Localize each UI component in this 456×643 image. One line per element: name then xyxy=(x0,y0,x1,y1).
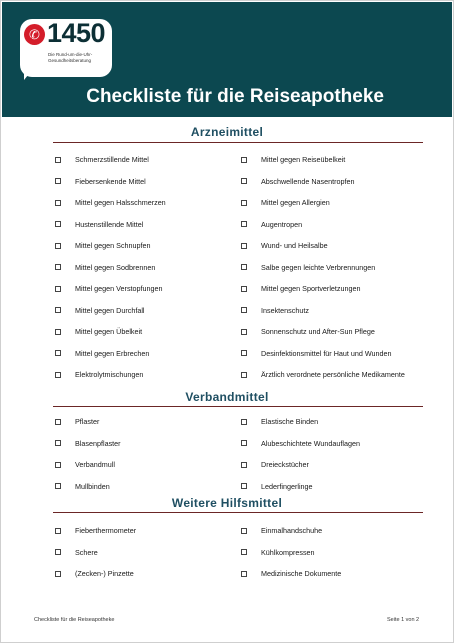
checklist-item-label: Dreieckstücher xyxy=(261,460,309,470)
checklist-item-label: Salbe gegen leichte Verbrennungen xyxy=(261,262,376,272)
checklist-item-label: Hustenstillende Mittel xyxy=(75,219,144,229)
checklist-item-label: Mittel gegen Schnupfen xyxy=(75,241,151,250)
checkbox[interactable] xyxy=(55,221,61,227)
checkbox[interactable] xyxy=(241,483,247,489)
checklist-item-label: Mittel gegen Halsschmerzen xyxy=(75,198,166,207)
section-heading: Arzneimittel xyxy=(190,125,264,139)
checklist-item-label: Einmalhandschuhe xyxy=(261,526,323,535)
checkbox[interactable] xyxy=(241,286,247,292)
checkbox[interactable] xyxy=(241,157,247,163)
checklist-item-label: Mittel gegen Sportverletzungen xyxy=(261,284,361,293)
checklist-item-label: Sonnenschutz und After-Sun Pflege xyxy=(261,327,375,336)
checkbox[interactable] xyxy=(241,350,247,356)
footer-page-number: Seite 1 von 2 xyxy=(387,617,420,623)
checkbox[interactable] xyxy=(241,307,247,313)
footer-title: Checkliste für die Reiseapotheke xyxy=(34,617,115,623)
logo-speech-tail xyxy=(24,70,38,80)
checklist-item-label: Kühlkompressen xyxy=(261,547,315,557)
checkbox[interactable] xyxy=(55,462,61,468)
checklist-item-label: Mittel gegen Durchfall xyxy=(75,305,145,315)
checklist-item-label: Schmerzstillende Mittel xyxy=(75,155,149,164)
section-divider xyxy=(53,142,423,143)
checklist-item-label: Elastische Binden xyxy=(261,417,319,426)
checklist-item-label: Pflaster xyxy=(75,417,100,426)
checklist-item-label: Blasenpflaster xyxy=(75,438,121,448)
checkbox[interactable] xyxy=(55,372,61,378)
section-divider xyxy=(53,512,423,513)
phone-icon: ✆ xyxy=(24,24,45,45)
checkbox[interactable] xyxy=(241,419,247,425)
checkbox[interactable] xyxy=(55,350,61,356)
checkbox[interactable] xyxy=(55,440,61,446)
header-banner xyxy=(2,2,452,117)
checkbox[interactable] xyxy=(55,329,61,335)
page-title: Checkliste für die Reiseapotheke xyxy=(86,86,384,107)
checkbox[interactable] xyxy=(55,200,61,206)
checklist-item-label: Verbandmull xyxy=(75,460,115,470)
checkbox[interactable] xyxy=(55,419,61,425)
checklist-item-label: Lederfingerlinge xyxy=(261,481,313,491)
logo-number: 1450 xyxy=(47,18,106,48)
section-heading: Weitere Hilfsmittel xyxy=(171,496,283,510)
checkbox[interactable] xyxy=(241,200,247,206)
checkbox[interactable] xyxy=(241,372,247,378)
checkbox[interactable] xyxy=(55,307,61,313)
checkbox[interactable] xyxy=(241,178,247,184)
checklist-item-label: Wund- und Heilsalbe xyxy=(261,241,328,250)
checkbox[interactable] xyxy=(241,549,247,555)
checkbox[interactable] xyxy=(55,571,61,577)
checkbox[interactable] xyxy=(55,243,61,249)
checkbox[interactable] xyxy=(55,178,61,184)
checklist-item-label: Mittel gegen Allergien xyxy=(261,198,330,207)
checklist-item-label: Ärztlich verordnete persönliche Medikamente xyxy=(261,370,405,379)
checklist-item-label: Fiebersenkende Mittel xyxy=(75,176,146,186)
checkbox[interactable] xyxy=(241,243,247,249)
checkbox[interactable] xyxy=(241,571,247,577)
checklist-item-label: (Zecken-) Pinzette xyxy=(75,569,134,578)
checkbox[interactable] xyxy=(55,549,61,555)
checkbox[interactable] xyxy=(241,264,247,270)
section-heading: Verbandmittel xyxy=(185,390,269,404)
checklist-item-label: Insektenschutz xyxy=(261,305,309,315)
logo-tagline: Die Rund-um-die-Uhr-Gesundheitsberatung xyxy=(48,52,93,63)
checklist-item-label: Elektrolytmischungen xyxy=(75,370,144,379)
checklist-item-label: Mittel gegen Erbrechen xyxy=(75,348,150,358)
checkbox[interactable] xyxy=(241,440,247,446)
checkbox[interactable] xyxy=(55,286,61,292)
checklist-item-label: Augentropen xyxy=(261,219,303,229)
checkbox[interactable] xyxy=(241,329,247,335)
checkbox[interactable] xyxy=(55,528,61,534)
checklist-item-label: Fieberthermometer xyxy=(75,526,137,535)
section-divider xyxy=(53,406,423,407)
checklist-item-label: Schere xyxy=(75,547,98,557)
checkbox[interactable] xyxy=(55,483,61,489)
checkbox[interactable] xyxy=(55,264,61,270)
checkbox[interactable] xyxy=(55,157,61,163)
checklist-item-label: Mittel gegen Sodbrennen xyxy=(75,262,156,272)
checkbox[interactable] xyxy=(241,221,247,227)
checklist-item-label: Desinfektionsmittel für Haut und Wunden xyxy=(261,348,392,358)
checklist-item-label: Mittel gegen Übelkeit xyxy=(75,327,143,336)
checklist-item-label: Mittel gegen Reiseübelkeit xyxy=(261,155,346,164)
checkbox[interactable] xyxy=(241,462,247,468)
checklist-item-label: Mittel gegen Verstopfungen xyxy=(75,284,163,293)
checklist-item-label: Abschwellende Nasentropfen xyxy=(261,176,355,186)
checklist-item-label: Medizinische Dokumente xyxy=(261,569,342,578)
checklist-item-label: Mullbinden xyxy=(75,481,110,491)
checkbox[interactable] xyxy=(241,528,247,534)
checklist-item-label: Alubeschichtete Wundauflagen xyxy=(261,438,360,448)
